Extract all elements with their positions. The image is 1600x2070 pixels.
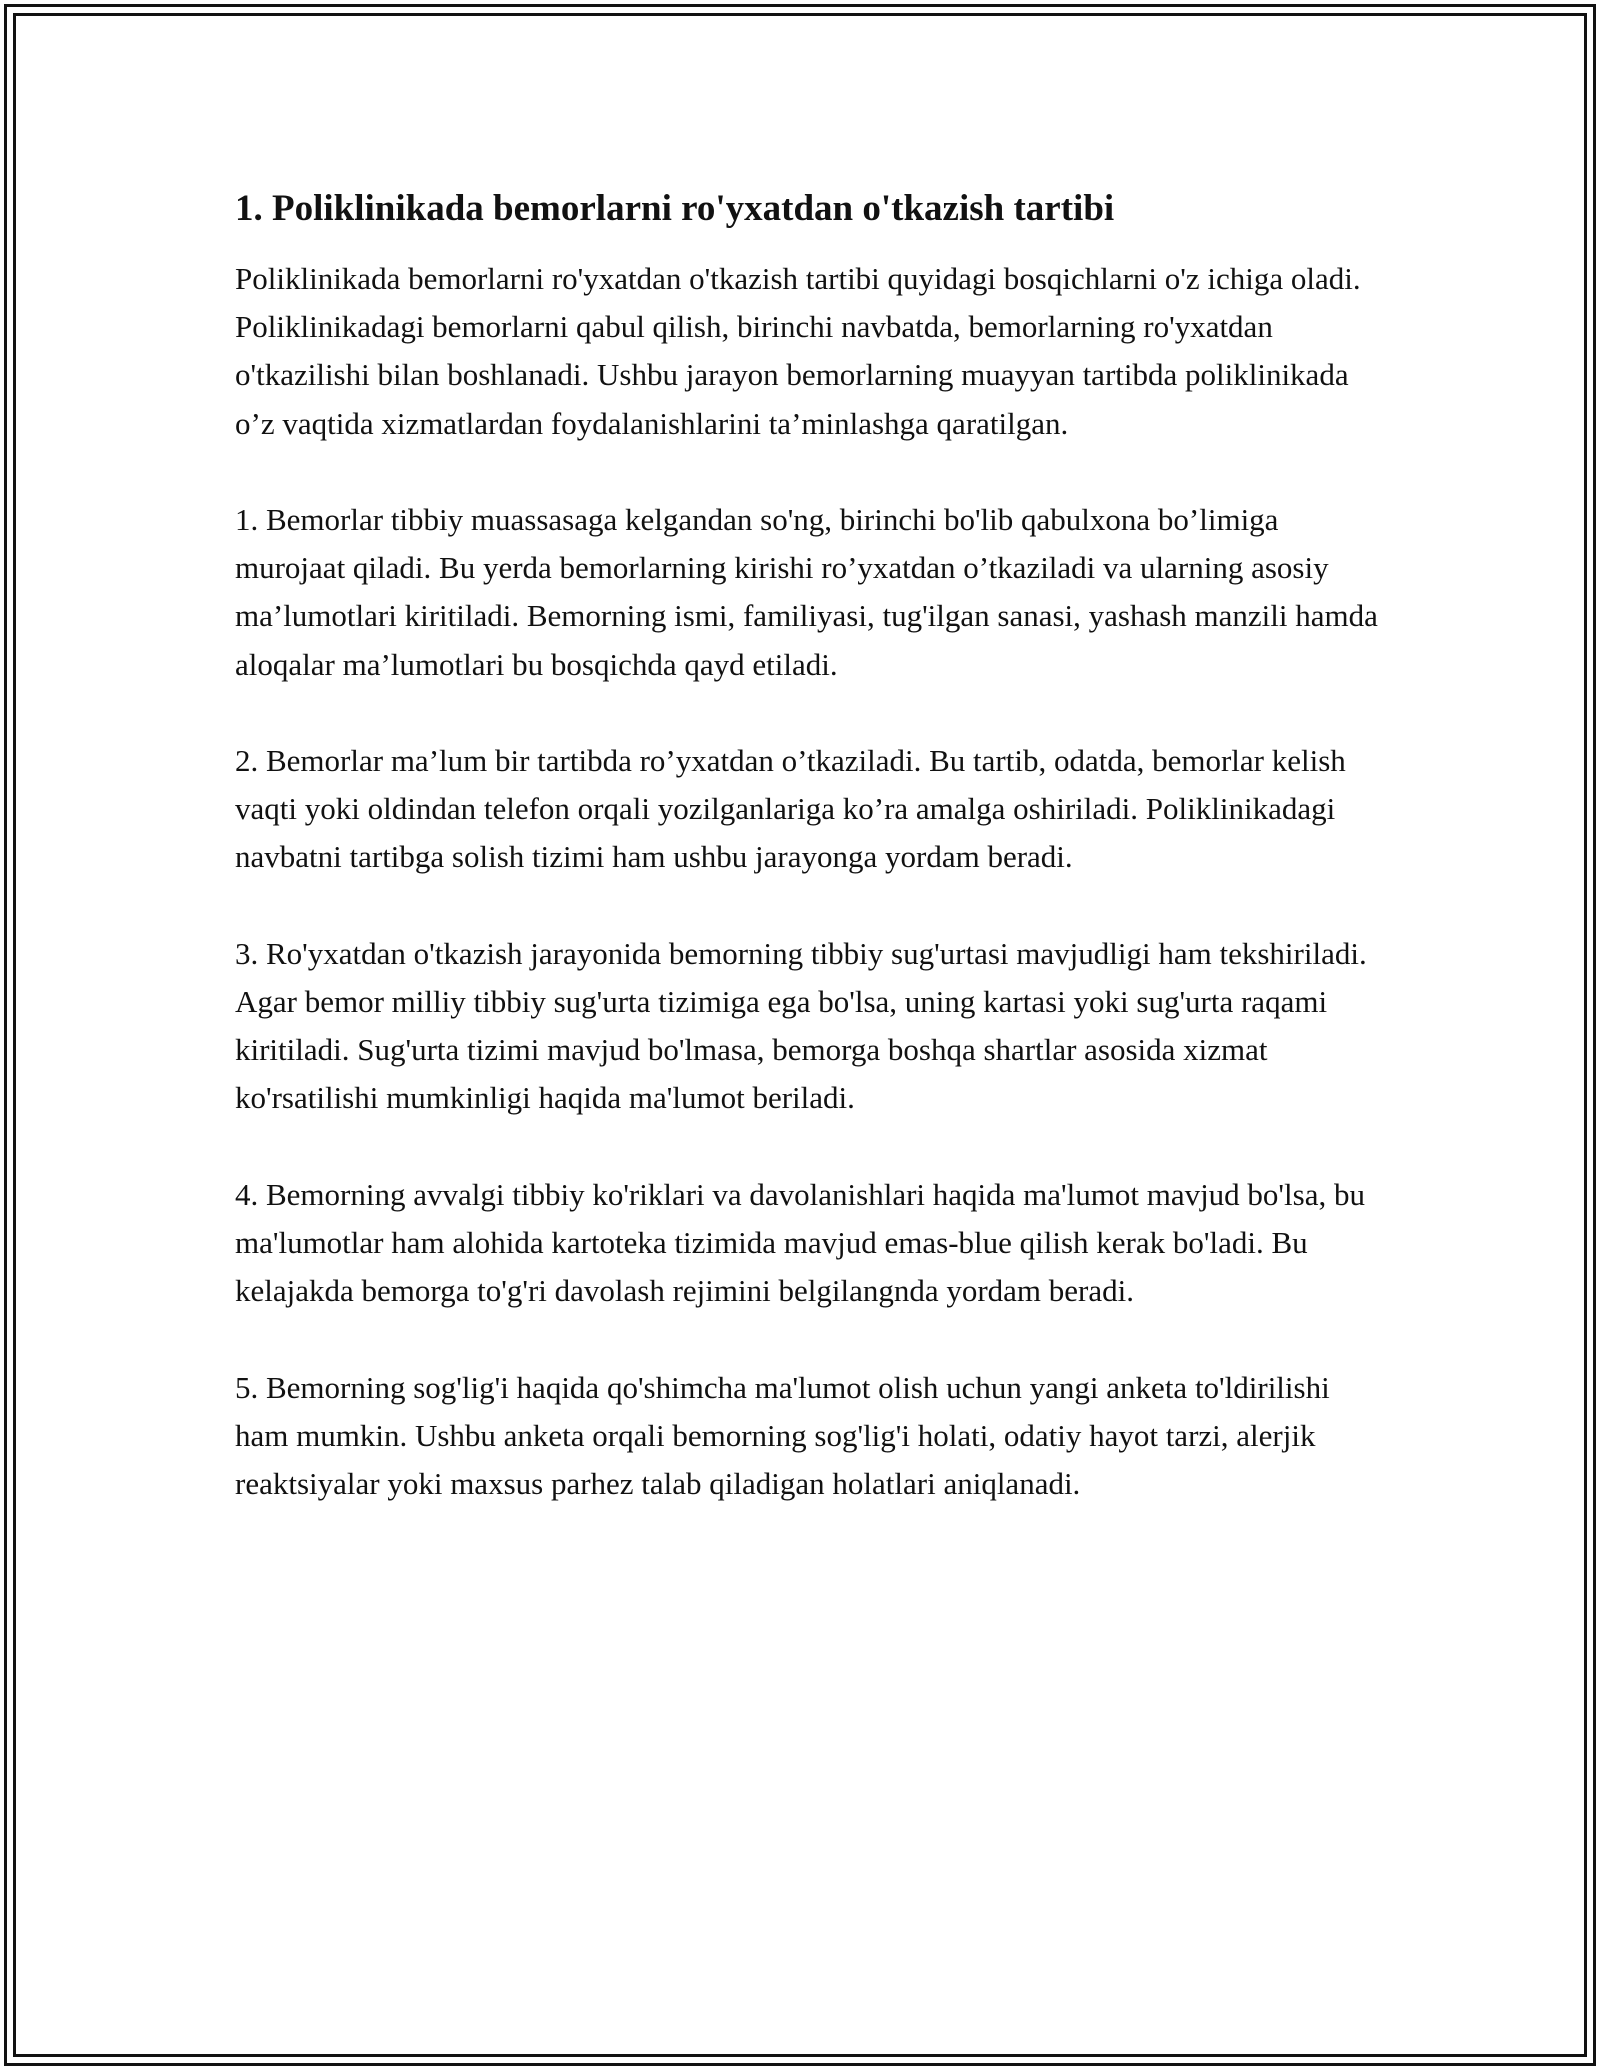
- list-item-4: 4. Bemorning avvalgi tibbiy ko'riklari va davolanishlari haqida ma'lumot mavjud bo'lsa, bu ma'lumotlar ham alohida kartoteka tizimida mavjud emas-blue qilish kerak bo'ladi. Bu kelajakda bemorga to'g'ri davolash rejimini belgilangnda yordam beradi.: [235, 1176, 1365, 1309]
- list-item-1: 1. Bemorlar tibbiy muassasaga kelgandan so'ng, birinchi bo'lib qabulxona bo’limiga murojaat qiladi. Bu yerda bemorlarning kirishi ro’yxatdan o’tkaziladi va ularning asosiy ma’lumotlari kiritiladi. Bemorning ismi, familiyasi, tug'ilgan sanasi, yashash manzili hamda aloqalar ma’lumotlari bu bosqichda qayd etiladi.: [235, 502, 1378, 682]
- list-item-5: 5. Bemorning sog'lig'i haqida qo'shimcha ma'lumot olish uchun yangi anketa to'ldirilishi ham mumkin. Ushbu anketa orqali bemorning sog'lig'i holati, odatiy hayot tarzi, alerjik reaktsiyalar yoki maxsus parhez talab qiladigan holatlari aniqlanadi.: [235, 1369, 1330, 1501]
- document-body: [235, 185, 1380, 1508]
- list-item-2: 2. Bemorlar ma’lum bir tartibda ro’yxatdan o’tkaziladi. Bu tartib, odatda, bemorlar kelish vaqti yoki oldindan telefon orqali yozilganlariga ko’ra amalga oshiriladi. Poliklinikadagi navbatni tartibga solish tizimi ham ushbu jarayonga yordam beradi.: [235, 743, 1346, 875]
- intro-paragraph: Poliklinikada bemorlarni ro'yxatdan o'tkazish tartibi quyidagi bosqichlarni o'z ichiga oladi. Poliklinikadagi bemorlarni qabul qilish, birinchi navbatda, bemorlarning ro'yxatdan o'tkazilishi bilan boshlanadi. Ushbu jarayon bemorlarning muayyan tartibda poliklinikada o’z vaqtida xizmatlardan foydalanishlarini ta’minlashga qaratilgan.: [235, 261, 1361, 441]
- document-title: 1. Poliklinikada bemorlarni ro'yxatdan o'tkazish tartibi: [235, 188, 1115, 229]
- list-item-3: 3. Ro'yxatdan o'tkazish jarayonida bemorning tibbiy sug'urtasi mavjudligi ham tekshiriladi. Agar bemor milliy tibbiy sug'urta tizimiga ega bo'lsa, uning kartasi yoki sug'urta raqami kiritiladi. Sug'urta tizimi mavjud bo'lmasa, bemorga boshqa shartlar asosida xizmat ko'rsatilishi mumkinligi haqida ma'lumot beriladi.: [235, 935, 1367, 1116]
